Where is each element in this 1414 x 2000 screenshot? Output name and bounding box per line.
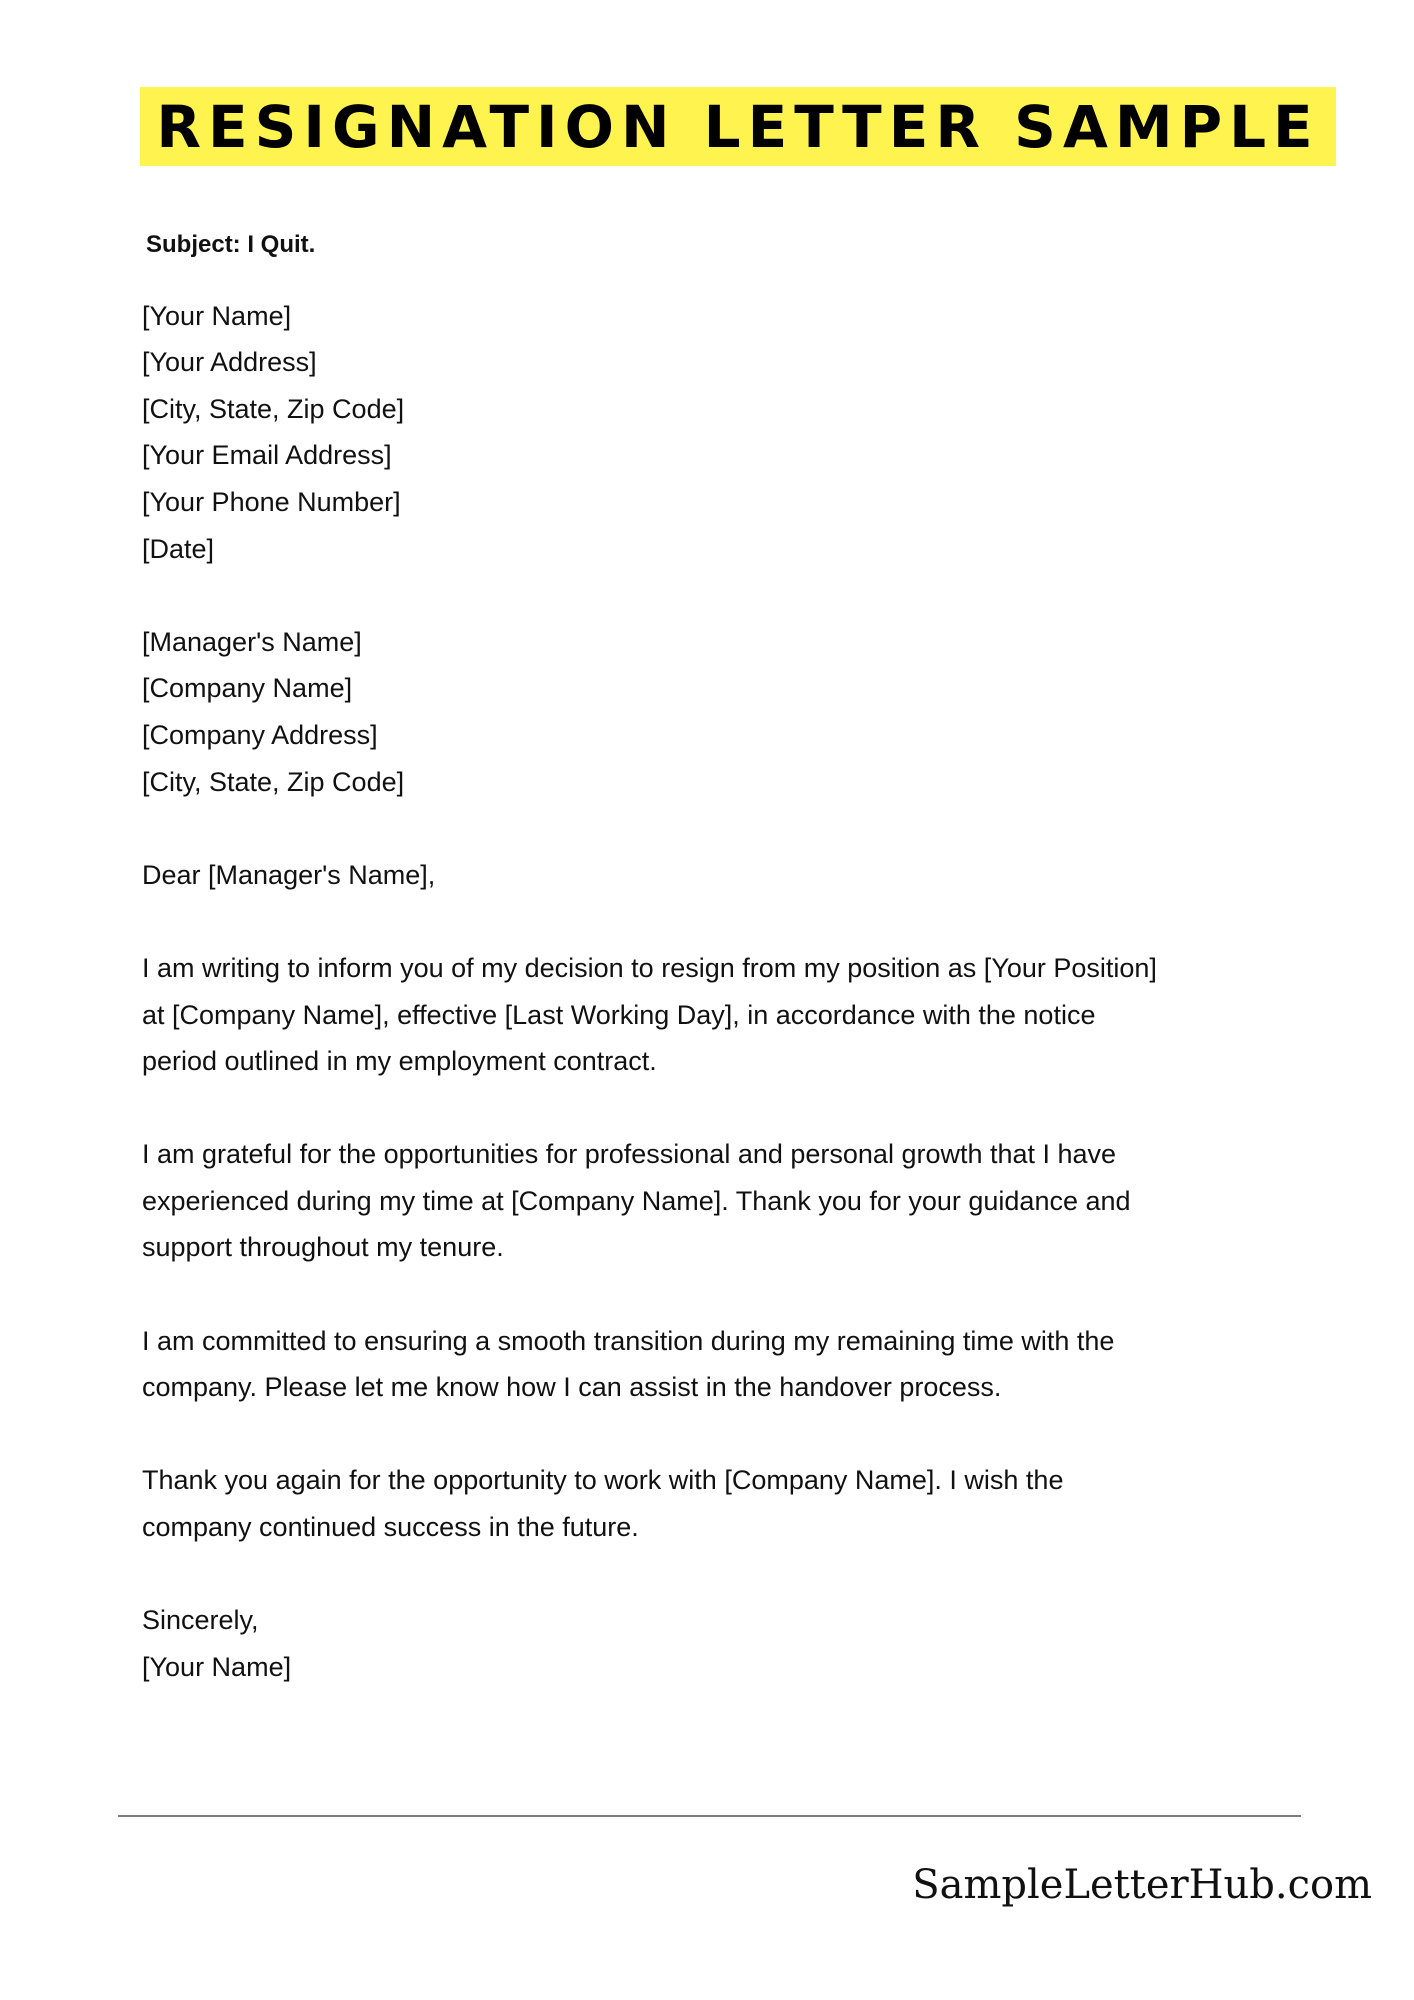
sender-name: [Your Name] (142, 300, 292, 331)
paragraph-line: Thank you again for the opportunity to work with [Company Name]. I wish the (142, 1465, 1064, 1496)
paragraph-line: company. Please let me know how I can assist in the handover process. (142, 1372, 1002, 1403)
page-title: RESIGNATION LETTER SAMPLE (156, 92, 1320, 161)
sender-address: [Your Address] (142, 347, 317, 378)
paragraph-line: I am committed to ensuring a smooth transition during my remaining time with the (142, 1325, 1115, 1356)
paragraph-line: period outlined in my employment contract. (142, 1046, 657, 1077)
letter-subject: Subject: I Quit. (146, 231, 316, 258)
closing-block (142, 1597, 1292, 1690)
recipient-city-state-zip: [City, State, Zip Code] (142, 766, 405, 797)
title-banner (140, 87, 1336, 166)
closing: Sincerely, (142, 1605, 259, 1636)
body-paragraph-resignation (142, 945, 1292, 1085)
sender-email: [Your Email Address] (142, 440, 392, 471)
signature-name: [Your Name] (142, 1651, 292, 1682)
sender-address-block (142, 293, 1292, 573)
sender-phone: [Your Phone Number] (142, 486, 401, 517)
letter-body (142, 222, 1292, 1690)
brand-watermark: SampleLetterHub.com (912, 1862, 1372, 1908)
sender-city-state-zip: [City, State, Zip Code] (142, 393, 405, 424)
salutation: Dear [Manager's Name], (142, 859, 436, 890)
paragraph-line: I am grateful for the opportunities for professional and personal growth that I have (142, 1139, 1117, 1170)
paragraph-line: I am writing to inform you of my decision to resign from my position as [Your Position] (142, 952, 1157, 983)
body-paragraph-gratitude (142, 1131, 1292, 1271)
recipient-name: [Manager's Name] (142, 626, 362, 657)
body-paragraph-thanks (142, 1457, 1292, 1550)
recipient-address-block (142, 619, 1292, 805)
paragraph-line: experienced during my time at [Company Name]. Thank you for your guidance and (142, 1185, 1131, 1216)
footer-divider (118, 1815, 1301, 1817)
recipient-company: [Company Name] (142, 673, 353, 704)
paragraph-line: company continued success in the future. (142, 1512, 639, 1543)
paragraph-line: support throughout my tenure. (142, 1232, 504, 1263)
body-paragraph-transition (142, 1318, 1292, 1411)
letter-date: [Date] (142, 533, 215, 564)
recipient-company-address: [Company Address] (142, 719, 378, 750)
paragraph-line: at [Company Name], effective [Last Working Day], in accordance with the notice (142, 999, 1096, 1030)
